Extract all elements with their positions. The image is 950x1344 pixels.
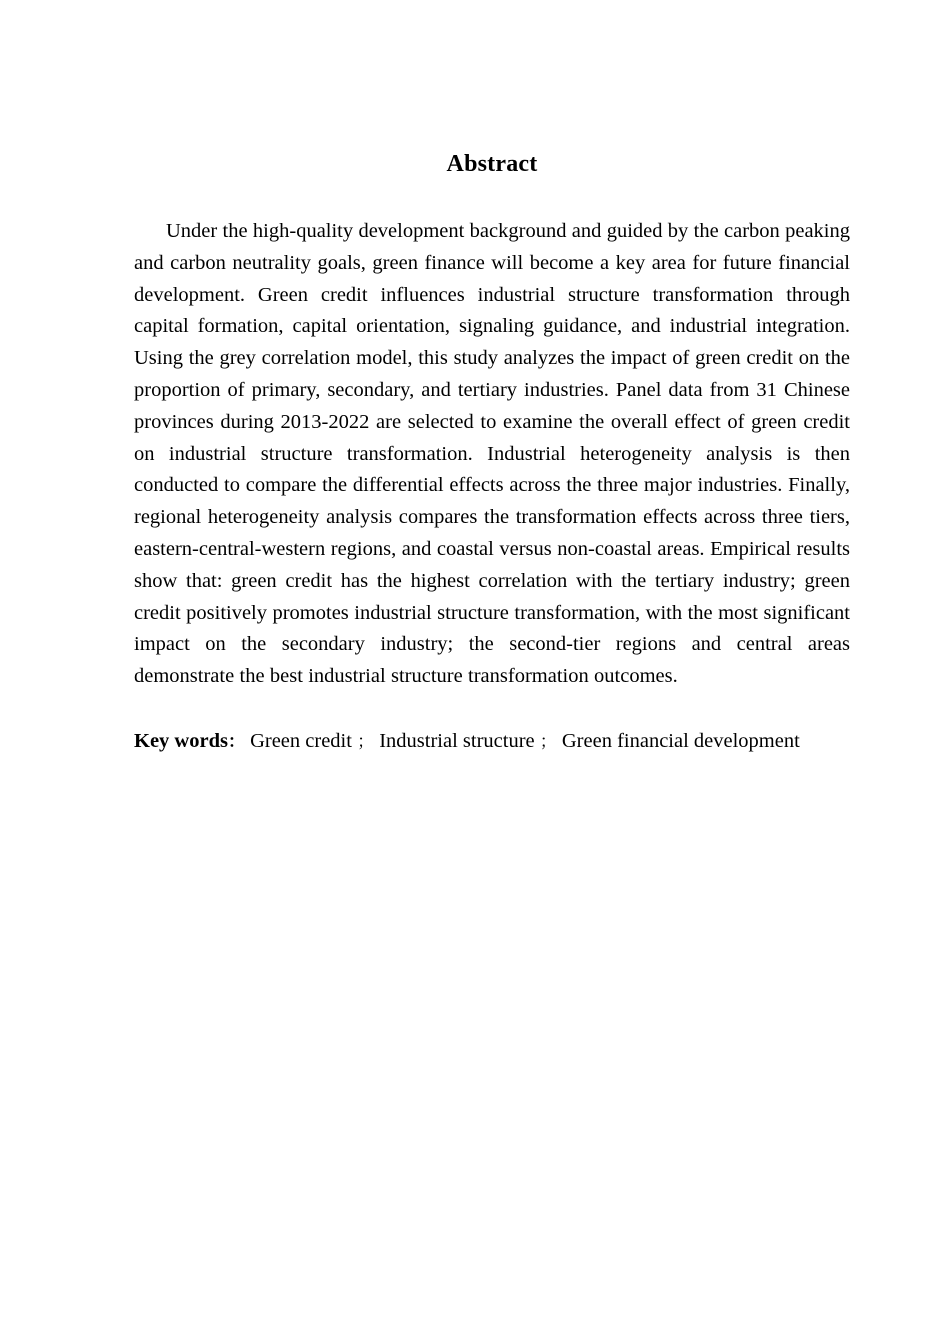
keyword-term-3: Green financial development [561, 729, 800, 752]
keyword-term-2: Industrial structure [379, 729, 535, 752]
keywords-colon: ： [227, 731, 245, 752]
page-title: Abstract [446, 151, 538, 177]
keyword-term-1: Green credit [250, 729, 352, 752]
keywords-label: Key words [134, 729, 228, 752]
abstract-paragraph: Under the high-quality development background and guided by the carbon peaking and carbon neutrality goals, green finance will become a key area for future financial development. Green credit influences industrial structure transformation through capital formation, capital orientation, signaling guidance, and industrial integration. Using the grey correlation model, this study analyzes the impact of green credit on the proportion of primary, secondary, and tertiary industries. Panel data from 31 Chinese provinces during 2013-2022 are selected to examine the overall effect of green credit on industrial structure transformation. Industrial heterogeneity analysis is then conducted to compare the differential effects across the three major industries. Finally, regional heterogeneity analysis compares the transformation effects across three tiers, eastern-central-western regions, and coastal versus non-coastal areas. Empirical results show that: green credit has the highest correlation with the tertiary industry; green credit positively promotes industrial structure transformation, with the most significant impact on the secondary industry; the second-tier regions and central areas demonstrate the best industrial structure transformation outcomes. [134, 220, 850, 688]
keywords-separator-2: ； [539, 731, 557, 752]
keywords-separator-1: ； [357, 731, 375, 752]
keywords-line [134, 693, 850, 759]
page-content [134, 0, 850, 759]
